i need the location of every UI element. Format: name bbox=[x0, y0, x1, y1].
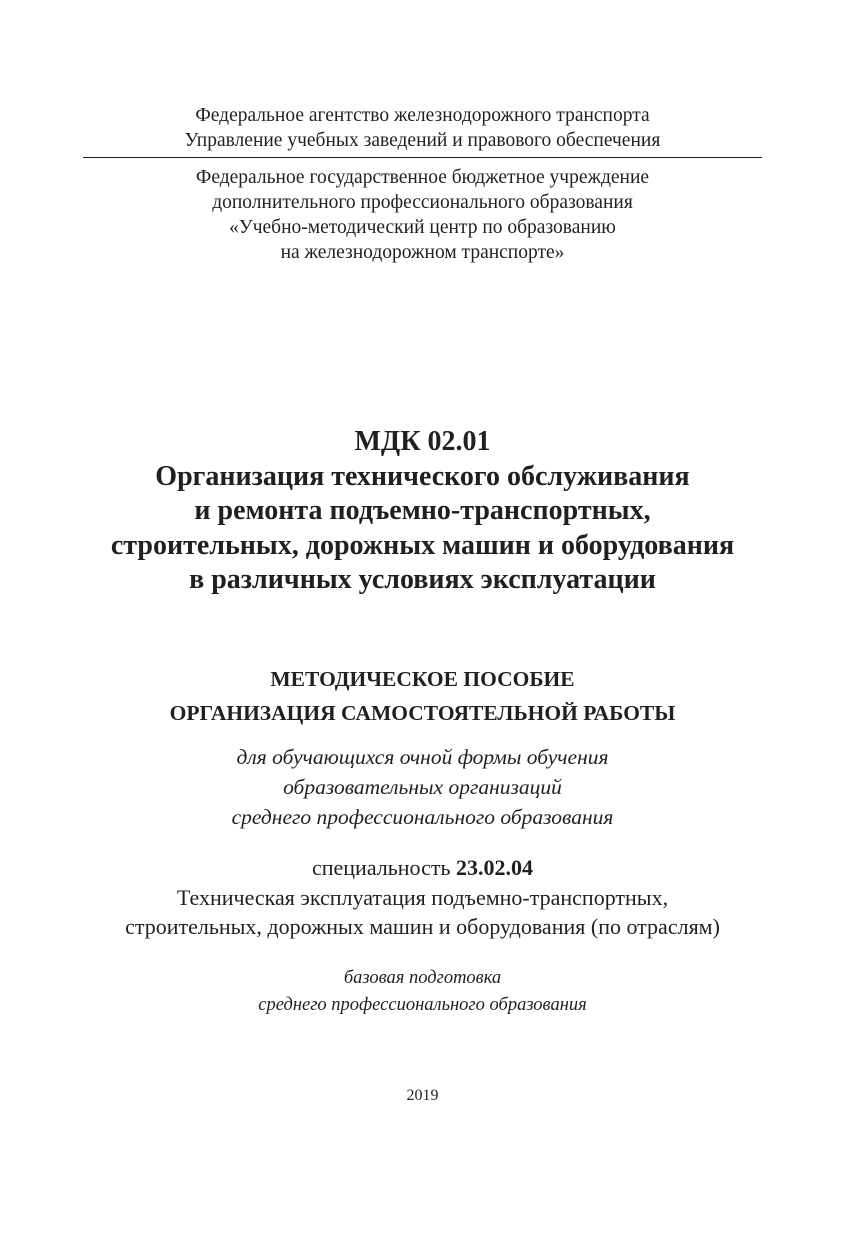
title-line-2: и ремонта подъемно-транспортных, bbox=[194, 495, 651, 526]
specialty-heading bbox=[0, 853, 845, 883]
audience-line-2: образовательных организаций bbox=[283, 775, 562, 799]
target-audience bbox=[0, 742, 845, 832]
title-line-1: Организация технического обслуживания bbox=[155, 460, 690, 492]
audience-line-1: для обучающихся очной формы обучения bbox=[236, 745, 609, 769]
publication-year: 2019 bbox=[406, 1087, 439, 1104]
institution-line-2: дополнительного профессионального образования bbox=[212, 192, 633, 213]
specialty-prefix: специальность bbox=[311, 855, 457, 880]
title-line-3: строительных, дорожных машин и оборудования bbox=[110, 529, 735, 561]
department-name: Управление учебных заведений и правового обеспечения bbox=[184, 130, 661, 151]
institution-line-3: «Учебно-методический центр по образованию bbox=[229, 217, 616, 238]
specialty-line-2: строительных, дорожных машин и оборудования (по отраслям) bbox=[125, 914, 720, 939]
doc-type-line-1: МЕТОДИЧЕСКОЕ ПОСОБИЕ bbox=[270, 667, 575, 691]
header-divider bbox=[83, 157, 762, 158]
specialty-code: 23.02.04 bbox=[456, 855, 534, 880]
agency-header bbox=[0, 103, 845, 153]
institution-line-4: на железнодорожном транспорте» bbox=[280, 242, 565, 263]
doc-type-line-2: ОРГАНИЗАЦИЯ САМОСТОЯТЕЛЬНОЙ РАБОТЫ bbox=[169, 701, 676, 725]
level-line-2: среднего профессионального образования bbox=[258, 994, 587, 1015]
institution-line-1: Федеральное государственное бюджетное учреждение bbox=[195, 167, 650, 188]
document-title bbox=[0, 425, 845, 598]
institution-header bbox=[0, 165, 845, 265]
training-level bbox=[0, 965, 845, 1018]
audience-line-3: среднего профессионального образования bbox=[231, 805, 614, 829]
agency-name: Федеральное агентство железнодорожного транспорта bbox=[195, 105, 650, 126]
document-type bbox=[0, 662, 845, 730]
level-line-1: базовая подготовка bbox=[343, 968, 502, 988]
title-line-4: в различных условиях эксплуатации bbox=[189, 564, 656, 595]
course-code: МДК 02.01 bbox=[354, 426, 491, 457]
specialty-line-1: Техническая эксплуатация подъемно-транспортных, bbox=[176, 884, 669, 910]
specialty bbox=[0, 853, 845, 942]
